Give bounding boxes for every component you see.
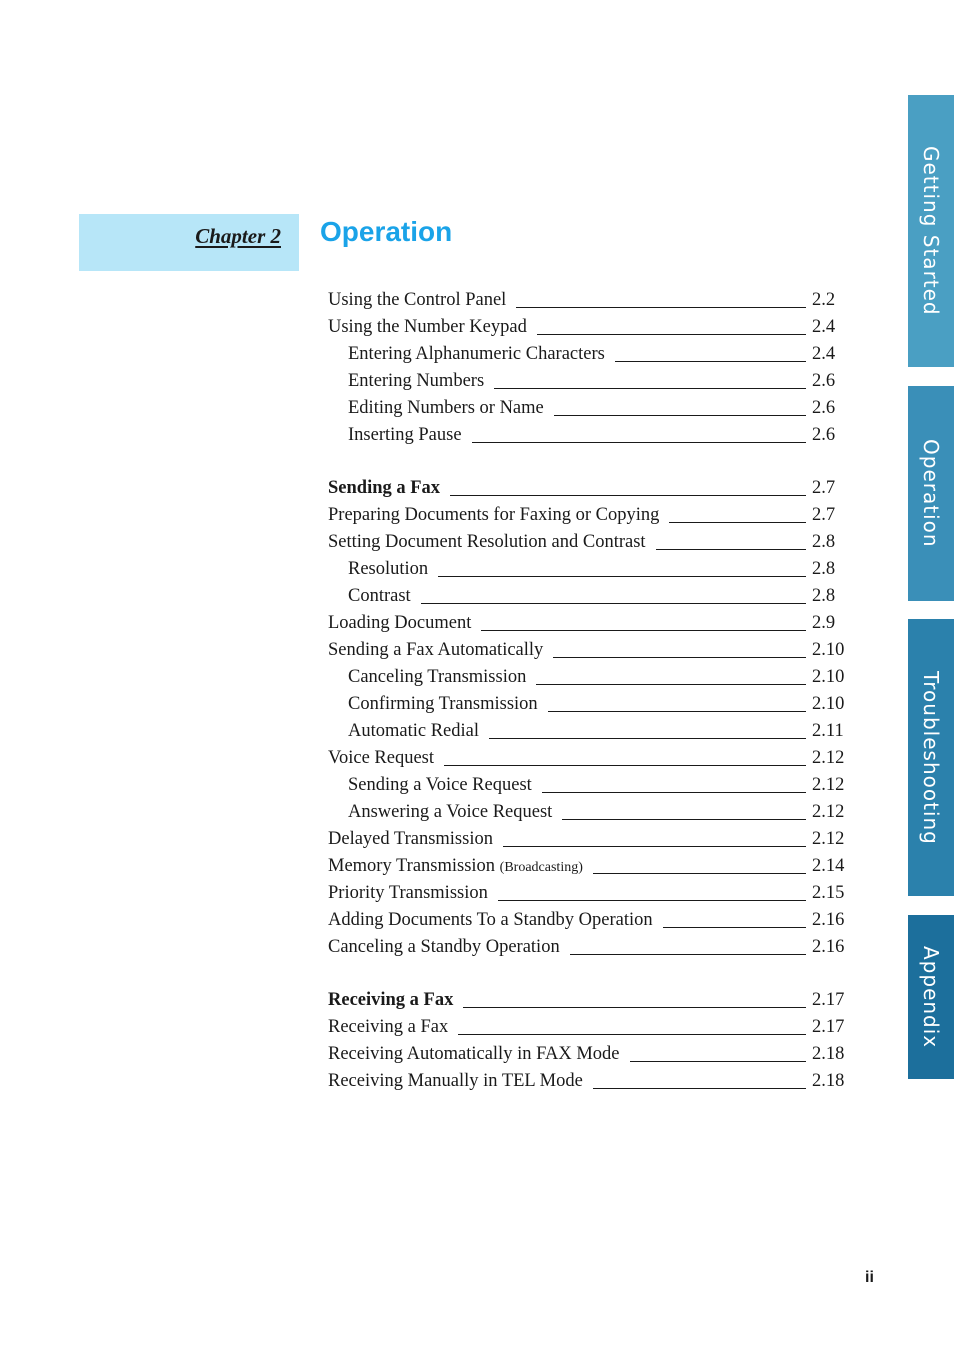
toc-entry-label: Entering Alphanumeric Characters [348,344,605,364]
toc-entry[interactable] [328,880,850,907]
toc-entry-label: Priority Transmission [328,883,488,903]
toc-entry-label: Loading Document [328,613,472,633]
toc-leader-line [536,683,806,685]
toc-entry-label: Delayed Transmission [328,829,493,849]
toc-entry[interactable] [328,556,850,583]
toc-entry[interactable] [328,368,850,395]
tab-operation[interactable] [908,386,954,601]
toc-entry-label: Receiving a Fax [328,990,454,1010]
toc-leader-line [548,710,806,712]
toc-entry[interactable] [328,610,850,637]
tab-label: Getting Started [919,146,943,316]
toc-page-number: 2.17 [812,990,845,1010]
toc-leader-line [669,521,806,523]
toc-entry[interactable] [328,475,850,502]
toc-page-number: 2.10 [812,640,845,660]
toc-leader-line [593,1087,806,1089]
chapter-label-box [79,214,299,271]
toc-page-number: 2.6 [812,425,836,445]
toc-page-number: 2.12 [812,802,845,822]
toc-leader-line [498,899,806,901]
toc-leader-line [489,737,806,739]
toc-entry-label: Confirming Transmission [348,694,538,714]
tab-troubleshooting[interactable] [908,619,954,896]
toc-page-number: 2.12 [812,748,845,768]
toc-leader-line [570,953,806,955]
toc-leader-line [472,441,806,443]
toc-entry[interactable] [328,422,850,449]
toc-leader-line [438,575,806,577]
toc-entry-label: Setting Document Resolution and Contrast [328,532,646,552]
toc-entry-label: Automatic Redial [348,721,480,741]
toc-entry[interactable] [328,853,850,880]
toc-page-number: 2.8 [812,559,836,579]
toc-entry[interactable] [328,691,850,718]
toc-entry[interactable] [328,907,850,934]
toc-entry-label: Using the Number Keypad [328,317,527,337]
toc-entry[interactable] [328,718,850,745]
toc-entry[interactable] [328,637,850,664]
toc-entry[interactable] [328,529,850,556]
page-number: ii [865,1269,874,1286]
toc-page-number: 2.16 [812,910,845,930]
toc-entry-label: Answering a Voice Request [348,802,553,822]
toc-leader-line [537,333,806,335]
toc-page-number: 2.9 [812,613,836,633]
toc-entry[interactable] [328,341,850,368]
toc-page-number: 2.6 [812,371,836,391]
toc-entry[interactable] [328,1068,850,1095]
chapter-title: Operation [320,216,453,247]
toc-entry[interactable] [328,395,850,422]
toc-entry-label: Sending a Voice Request [348,775,532,795]
toc-page-number: 2.2 [812,290,836,310]
toc-page-number: 2.15 [812,883,845,903]
toc-entry[interactable] [328,502,850,529]
toc-entry-label: Voice Request [328,748,435,768]
tab-appendix[interactable] [908,915,954,1079]
toc-entry-label: Receiving a Fax [328,1017,449,1037]
toc-entry-label: Inserting Pause [348,425,462,445]
toc-page-number: 2.8 [812,532,836,552]
toc-leader-line [450,494,806,496]
toc-leader-line [630,1060,806,1062]
toc-entry[interactable] [328,987,850,1014]
toc-leader-line [542,791,806,793]
toc-entry-label: Editing Numbers or Name [348,398,544,418]
toc-entry[interactable] [328,314,850,341]
toc-entry[interactable] [328,1014,850,1041]
toc-leader-line [463,1006,806,1008]
toc-entry[interactable] [328,745,850,772]
toc-leader-line [421,602,806,604]
toc-page-number: 2.14 [812,856,845,876]
toc-entry[interactable] [328,287,850,314]
tab-label: Troubleshooting [919,670,943,845]
toc-leader-line [444,764,806,766]
toc-leader-line [593,872,806,874]
toc-page-number: 2.18 [812,1071,845,1091]
toc-leader-line [562,818,806,820]
toc-leader-line [458,1033,806,1035]
toc-entry-label: Canceling a Standby Operation [328,937,560,957]
toc-page-number: 2.10 [812,694,845,714]
toc-entry-label: Memory Transmission (Broadcasting) [328,856,583,876]
toc-entry[interactable] [328,826,850,853]
toc-page-number: 2.6 [812,398,836,418]
toc-entry-label: Receiving Automatically in FAX Mode [328,1044,620,1064]
toc-page-number: 2.12 [812,775,845,795]
toc-leader-line [481,629,806,631]
toc-entry-label: Receiving Manually in TEL Mode [328,1071,583,1091]
toc-entry-label: Canceling Transmission [348,667,527,687]
toc-entry-label: Entering Numbers [348,371,485,391]
toc-entry-label: Sending a Fax Automatically [328,640,544,660]
toc-page-number: 2.11 [812,721,844,741]
toc-leader-line [553,656,806,658]
tab-getting-started[interactable] [908,95,954,367]
toc-leader-line [494,387,806,389]
toc-leader-line [503,845,806,847]
tab-label: Appendix [919,945,943,1049]
toc-page-number: 2.12 [812,829,845,849]
toc-entry[interactable] [328,664,850,691]
toc-page-number: 2.8 [812,586,836,606]
toc-page-number: 2.16 [812,937,845,957]
toc-leader-line [516,306,806,308]
toc-entry-note: (Broadcasting) [499,860,583,875]
table-of-contents [328,287,850,1095]
toc-page-number: 2.17 [812,1017,845,1037]
toc-leader-line [615,360,806,362]
toc-entry-label: Preparing Documents for Faxing or Copying [328,505,660,525]
toc-entry-label: Sending a Fax [328,478,441,498]
toc-entry[interactable] [328,934,850,961]
toc-entry[interactable] [328,1041,850,1068]
toc-entry[interactable] [328,583,850,610]
tab-label: Operation [919,439,943,548]
toc-entry-label: Using the Control Panel [328,290,507,310]
toc-entry-label: Resolution [348,559,429,579]
toc-page-number: 2.7 [812,505,836,525]
toc-entry-label: Contrast [348,586,411,606]
toc-page-number: 2.10 [812,667,845,687]
toc-leader-line [554,414,806,416]
toc-entry-label: Adding Documents To a Standby Operation [328,910,653,930]
toc-page-number: 2.4 [812,344,836,364]
toc-page-number: 2.4 [812,317,836,337]
toc-leader-line [663,926,806,928]
toc-page-number: 2.18 [812,1044,845,1064]
toc-entry[interactable] [328,799,850,826]
chapter-label: Chapter 2 [195,224,281,248]
toc-entry[interactable] [328,772,850,799]
toc-leader-line [656,548,806,550]
toc-page-number: 2.7 [812,478,836,498]
